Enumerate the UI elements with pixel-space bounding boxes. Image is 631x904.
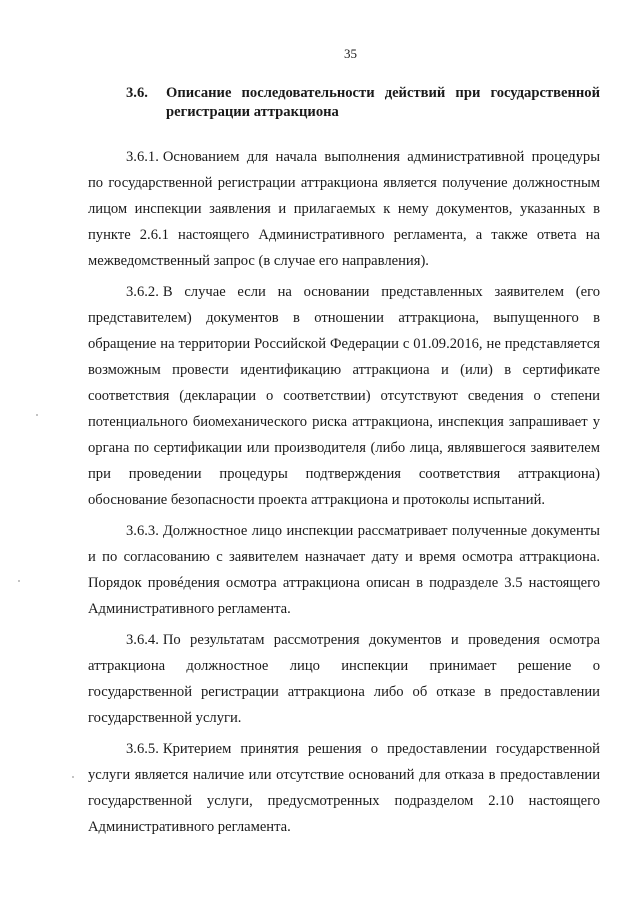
paragraph-3-6-1 [88,144,600,274]
paragraph-text: Основанием для начала выполнения административной процедуры по государственной регистрации аттракциона является получение должностным лицом инспекции заявления и прилагаемых к нему документов, указанных в пункте 2.6.1 настоящего Административного регламента, а также ответа на межведомственный запрос (в случае его направления). [88,149,600,269]
paragraph-text: Критерием принятия решения о предоставлении государственной услуги является наличие или отсутствие оснований для отказа в предоставлении государственной услуги, предусмотренных подразделом 2.10 настоящего Административного регламента. [88,741,600,835]
paragraph-text: Должностное лицо инспекции рассматривает полученные документы и по согласованию с заявителем назначает дату и время осмотра аттракциона. Порядок провéдения осмотра аттракциона описан в подразделе 3.5 настоящего Административного регламента. [88,523,600,617]
paragraph-number: 3.6.1. [126,149,159,165]
paragraph-text: В случае если на основании представленных заявителем (его представителем) документов в отношении аттракциона, выпущенного в обращение на территории Российской Федерации с 01.09.2016, не представляется возможным провести идентификацию аттракциона и (или) в сертификате соответствия (декларации о соответствии) отсутствуют сведения о степени потенциального биомеханического риска аттракциона, инспекция запрашивает у органа по сертификации или производителя (либо лица, являвшегося заявителем при проведении процедуры подтверждения соответствия аттракциона) обоснование безопасности проекта аттракциона и протоколы испытаний. [88,284,600,508]
scan-speck [18,580,20,582]
paragraph-number: 3.6.2. [126,284,159,300]
paragraph-3-6-5 [88,736,600,840]
section-number: 3.6. [126,85,148,101]
section-heading [88,84,600,122]
paragraph-3-6-2 [88,279,600,513]
paragraph-number: 3.6.4. [126,632,159,648]
paragraph-3-6-4 [88,627,600,731]
paragraph-3-6-3 [88,518,600,622]
paragraph-number: 3.6.3. [126,523,159,539]
section-title: Описание последовательности действий при государственной регистрации аттракциона [166,85,600,120]
scan-speck [36,414,38,416]
paragraph-number: 3.6.5. [126,741,159,757]
page-number: 35 [344,46,357,61]
scan-speck [72,776,74,778]
page-content [88,84,600,845]
paragraph-text: По результатам рассмотрения документов и проведения осмотра аттракциона должностное лицо инспекции принимает решение о государственной регистрации аттракциона либо об отказе в предоставлении государственной услуги. [88,632,600,726]
